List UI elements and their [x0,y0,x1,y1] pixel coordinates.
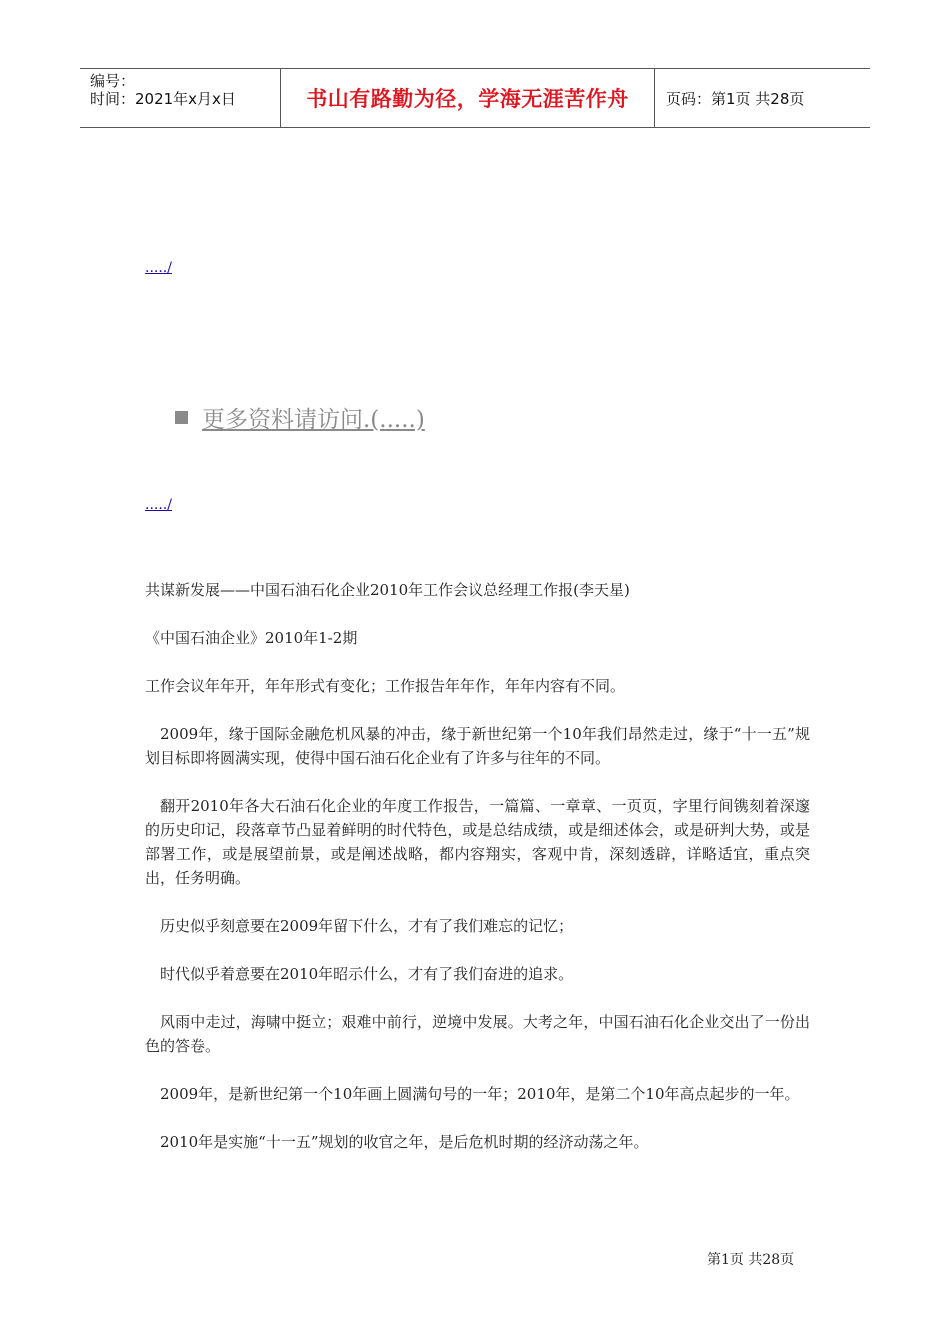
article-paragraph: 翻开2010年各大石油石化企业的年度工作报告，一篇篇、一章章、一页页，字里行间镌刻着深邃的历史印记，段落章节凸显着鲜明的时代特色，或是总结成绩，或是细述体会，或是研判大势，或是部署工作，或是展望前景，或是阐述战略，都内容翔实，客观中肯，深刻透辟，详略适宜，重点突出，任务明确。 [145,797,810,887]
page-header [80,68,870,128]
time-label: 时间：2021年x月x日 [90,90,236,108]
article-paragraph: 风雨中走过，海啸中挺立；艰难中前行，逆境中发展。大考之年，中国石油石化企业交出了一份出色的答卷。 [145,1013,810,1055]
article-paragraph: 2009年，是新世纪第一个10年画上圆满句号的一年；2010年，是第二个10年高点起步的一年。 [160,1085,800,1103]
article-body [145,578,810,1178]
article-source: 《中国石油企业》2010年1-2期 [145,629,358,647]
article-paragraph: 历史似乎刻意要在2009年留下什么，才有了我们难忘的记忆； [160,917,574,935]
square-bullet-icon [175,411,188,424]
more-info-line [175,401,425,434]
article-paragraph: 2010年是实施“十一五”规划的收官之年，是后危机时期的经济动荡之年。 [160,1133,649,1151]
article-title: 共谋新发展——中国石油石化企业2010年工作会议总经理工作报(李天星) [145,581,630,599]
article-paragraph: 时代似乎着意要在2010年昭示什么，才有了我们奋进的追求。 [160,965,574,983]
page-footer: 第1页 共28页 [707,1252,795,1268]
header-page-label: 页码：第1页 共28页 [666,89,805,108]
article-paragraph: 2009年，缘于国际金融危机风暴的冲击，缘于新世纪第一个10年我们昂然走过，缘于“十一五”规划目标即将圆满实现，使得中国石油石化企业有了许多与往年的不同。 [145,725,810,767]
number-label: 编号： [90,72,136,90]
header-motto: 书山有路勤为径，学海无涯苦作舟 [281,69,655,127]
article-paragraph: 工作会议年年开，年年形式有变化；工作报告年年作，年年内容有不同。 [145,677,626,695]
top-link[interactable]: ...../ [145,260,172,276]
more-info-link[interactable]: 更多资料请访问.(.....) [202,407,425,433]
second-link[interactable]: ...../ [145,497,172,513]
header-info-cell [80,69,281,127]
